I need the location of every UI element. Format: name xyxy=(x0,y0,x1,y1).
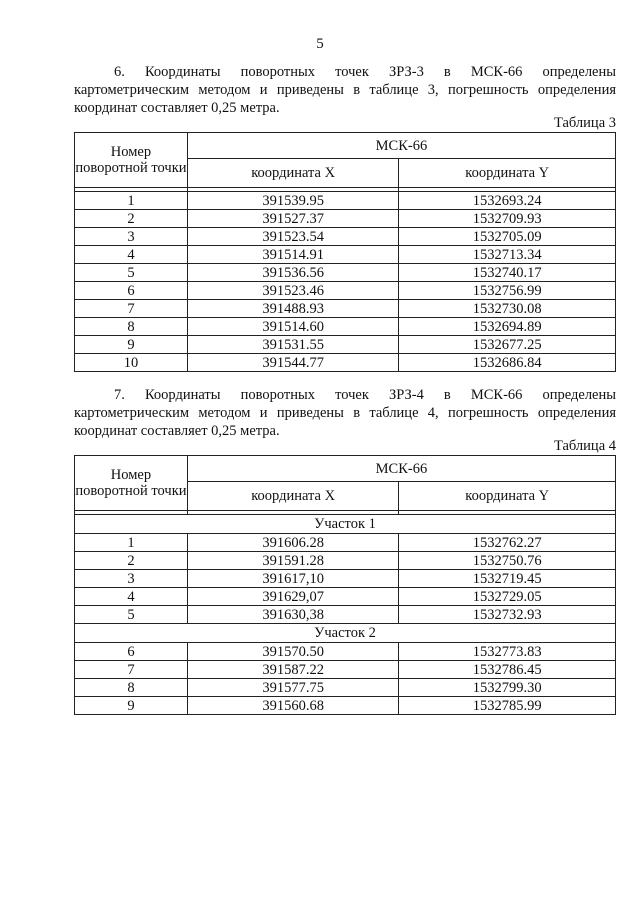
point-number-cell: 9 xyxy=(75,697,188,715)
section-title-cell: Участок 2 xyxy=(75,624,616,643)
header-coordinate-system: МСК-66 xyxy=(187,456,615,482)
table-row xyxy=(75,264,616,282)
point-number-cell: 8 xyxy=(75,679,188,697)
table-row xyxy=(75,570,616,588)
coord-x-cell: 391514.60 xyxy=(187,318,399,336)
coord-x-cell: 391488.93 xyxy=(187,300,399,318)
coord-y-cell: 1532762.27 xyxy=(399,534,616,552)
coord-x-cell: 391514.91 xyxy=(187,246,399,264)
table-row xyxy=(75,246,616,264)
coord-y-cell: 1532729.05 xyxy=(399,588,616,606)
coord-x-cell: 391560.68 xyxy=(187,697,399,715)
paragraph-7-text: картометрическим методом и приведены в таблице 4, погрешность определения координат составляет 0,25 метра. xyxy=(74,405,616,439)
table-row xyxy=(75,318,616,336)
table-row xyxy=(75,643,616,661)
section-title-cell: Участок 1 xyxy=(75,515,616,534)
coord-x-cell: 391527.37 xyxy=(187,210,399,228)
table-3-caption: Таблица 3 xyxy=(553,115,616,131)
coord-y-cell: 1532694.89 xyxy=(399,318,616,336)
point-number-cell: 1 xyxy=(75,192,188,210)
point-number-cell: 6 xyxy=(75,282,188,300)
point-number-cell: 4 xyxy=(75,246,188,264)
coord-x-cell: 391617,10 xyxy=(187,570,399,588)
coord-y-cell: 1532756.99 xyxy=(399,282,616,300)
coord-y-cell: 1532799.30 xyxy=(399,679,616,697)
coord-y-cell: 1532705.09 xyxy=(399,228,616,246)
paragraph-6-first-line: 6. Координаты поворотных точек ЗРЗ-3 в МСК-66 определены xyxy=(114,64,616,80)
point-number-cell: 8 xyxy=(75,318,188,336)
table-row xyxy=(75,661,616,679)
table-row xyxy=(75,552,616,570)
header-coord-y: координата Y xyxy=(399,482,616,511)
section-row-plot-1 xyxy=(75,515,616,534)
table-row xyxy=(75,210,616,228)
coord-x-cell: 391591.28 xyxy=(187,552,399,570)
point-number-cell: 7 xyxy=(75,300,188,318)
point-number-cell: 4 xyxy=(75,588,188,606)
table-3 xyxy=(74,132,616,372)
paragraph-7-first-line: 7. Координаты поворотных точек ЗРЗ-4 в МСК-66 определены xyxy=(114,387,616,403)
coord-x-cell: 391606.28 xyxy=(187,534,399,552)
coord-x-cell: 391539.95 xyxy=(187,192,399,210)
coord-y-cell: 1532732.93 xyxy=(399,606,616,624)
coord-y-cell: 1532785.99 xyxy=(399,697,616,715)
coord-y-cell: 1532730.08 xyxy=(399,300,616,318)
header-coordinate-system: МСК-66 xyxy=(187,133,615,159)
point-number-cell: 10 xyxy=(75,354,188,372)
point-number-cell: 1 xyxy=(75,534,188,552)
point-number-cell: 3 xyxy=(75,570,188,588)
point-number-cell: 3 xyxy=(75,228,188,246)
point-number-cell: 9 xyxy=(75,336,188,354)
coord-y-cell: 1532686.84 xyxy=(399,354,616,372)
header-coord-x: координата X xyxy=(187,482,399,511)
header-coord-x: координата X xyxy=(187,159,399,188)
coord-x-cell: 391523.54 xyxy=(187,228,399,246)
table-row xyxy=(75,534,616,552)
table-row xyxy=(75,336,616,354)
coord-x-cell: 391630,38 xyxy=(187,606,399,624)
coord-y-cell: 1532713.34 xyxy=(399,246,616,264)
table-row xyxy=(75,679,616,697)
header-point-number: Номер поворотной точки xyxy=(75,133,188,188)
coord-x-cell: 391536.56 xyxy=(187,264,399,282)
point-number-cell: 5 xyxy=(75,606,188,624)
coord-x-cell: 391577.75 xyxy=(187,679,399,697)
coord-y-cell: 1532750.76 xyxy=(399,552,616,570)
table-row xyxy=(75,282,616,300)
table-row xyxy=(75,228,616,246)
header-coord-y: координата Y xyxy=(399,159,616,188)
table-row xyxy=(75,588,616,606)
coord-y-cell: 1532740.17 xyxy=(399,264,616,282)
coord-y-cell: 1532693.24 xyxy=(399,192,616,210)
coord-y-cell: 1532719.45 xyxy=(399,570,616,588)
coord-y-cell: 1532709.93 xyxy=(399,210,616,228)
paragraph-7 xyxy=(74,386,616,440)
table-4-caption: Таблица 4 xyxy=(553,438,616,454)
page-number: 5 xyxy=(316,36,324,52)
coord-x-cell: 391544.77 xyxy=(187,354,399,372)
table-row xyxy=(75,300,616,318)
table-row xyxy=(75,354,616,372)
point-number-cell: 7 xyxy=(75,661,188,679)
table-row xyxy=(75,192,616,210)
section-row-plot-2 xyxy=(75,624,616,643)
coord-x-cell: 391570.50 xyxy=(187,643,399,661)
point-number-cell: 6 xyxy=(75,643,188,661)
coord-y-cell: 1532773.83 xyxy=(399,643,616,661)
paragraph-6-text: картометрическим методом и приведены в таблице 3, погрешность определения координат составляет 0,25 метра. xyxy=(74,82,616,116)
header-point-number: Номер поворотной точки xyxy=(75,456,188,511)
coord-x-cell: 391629,07 xyxy=(187,588,399,606)
coord-y-cell: 1532786.45 xyxy=(399,661,616,679)
table-4 xyxy=(74,455,616,715)
point-number-cell: 5 xyxy=(75,264,188,282)
point-number-cell: 2 xyxy=(75,552,188,570)
coord-x-cell: 391531.55 xyxy=(187,336,399,354)
table-row xyxy=(75,606,616,624)
point-number-cell: 2 xyxy=(75,210,188,228)
table-row xyxy=(75,697,616,715)
coord-x-cell: 391587.22 xyxy=(187,661,399,679)
paragraph-6 xyxy=(74,63,616,117)
coord-x-cell: 391523.46 xyxy=(187,282,399,300)
coord-y-cell: 1532677.25 xyxy=(399,336,616,354)
